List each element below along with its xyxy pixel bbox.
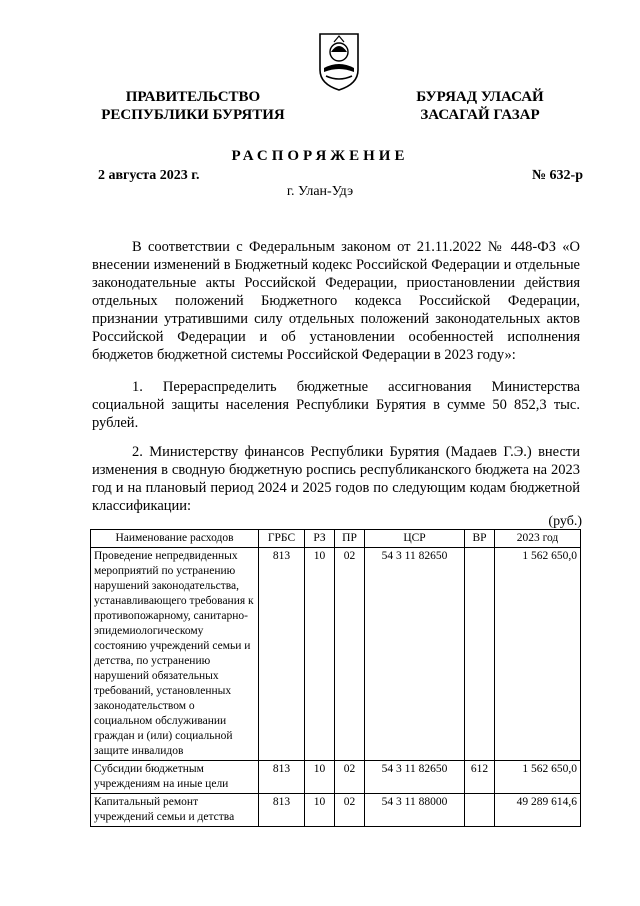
header-year: 2023 год (495, 530, 581, 548)
row-rz: 10 (305, 548, 335, 761)
government-name-ru-line1: ПРАВИТЕЛЬСТВО (125, 89, 261, 105)
row-rz: 10 (305, 794, 335, 827)
document-title: РАСПОРЯЖЕНИЕ (231, 148, 409, 164)
document-number: № 632-р (531, 168, 583, 183)
paragraph-preamble-text: В соответствии с Федеральным законом от 21.11.2022 № 448-ФЗ «О внесении изменений в Бюджетный кодекс Российской Федерации и отдельные законодательные акты Российской Федерации, приостановлении действия отдельных положений Бюджетного кодекса Российской Федерации, признании утратившими силу отдельных положений законодательных актов Российской Федерации и об установлении особенностей исполнения бюджетов бюджетной системы Российской Федерации в 2023 году»: (92, 239, 580, 363)
row-grbs: 813 (259, 794, 305, 827)
table-row (91, 794, 581, 827)
row-amount: 1 562 650,0 (495, 761, 581, 794)
header-csr: ЦСР (365, 530, 465, 548)
paragraph-item-2 (92, 443, 580, 515)
row-amount: 49 289 614,6 (495, 794, 581, 827)
row-name: Субсидии бюджетным учреждениям на иные цели (91, 761, 259, 794)
document-date: 2 августа 2023 г. (98, 168, 200, 183)
government-name-bur-line1: БУРЯАД УЛАСАЙ (416, 89, 544, 105)
table-row (91, 761, 581, 794)
paragraph-item-1 (92, 378, 580, 432)
row-rz: 10 (305, 761, 335, 794)
header-rz: РЗ (305, 530, 335, 548)
row-grbs: 813 (259, 761, 305, 794)
row-name: Капитальный ремонт учреждений семьи и детства (91, 794, 259, 827)
row-vr (465, 548, 495, 761)
row-grbs: 813 (259, 548, 305, 761)
row-csr: 54 3 11 88000 (365, 794, 465, 827)
table-unit-label: (руб.) (548, 514, 582, 529)
paragraph-item-2-text: 2. Министерству финансов Республики Бурятия (Мадаев Г.Э.) внести изменения в сводную бюджетную роспись республиканского бюджета на 2023 год и на плановый период 2024 и 2025 годов по следующим кодам бюджетной классификации: (92, 444, 580, 514)
row-pr: 02 (335, 548, 365, 761)
row-amount: 1 562 650,0 (495, 548, 581, 761)
header-name: Наименование расходов (91, 530, 259, 548)
budget-table (90, 529, 581, 827)
row-vr (465, 794, 495, 827)
government-name-ru (98, 88, 288, 124)
row-name: Проведение непредвиденных мероприятий по устранению нарушений законодательства, устанавливающего требования к противопожарному, санитарно-эпидемиологическому состоянию учреждений семьи и детства, по устранению нарушений обязательных требований, установленных законодательством о социальном обслуживании граждан и (или) социальной защите инвалидов (91, 548, 259, 761)
government-name-ru-line2: РЕСПУБЛИКИ БУРЯТИЯ (101, 107, 285, 123)
paragraph-preamble (92, 238, 580, 364)
header-grbs: ГРБС (259, 530, 305, 548)
table-header-row (91, 530, 581, 548)
paragraph-item-1-text: 1. Перераспределить бюджетные ассигнования Министерства социальной защиты населения Республики Бурятия в сумме 50 852,3 тыс. рублей. (92, 379, 580, 431)
row-csr: 54 3 11 82650 (365, 761, 465, 794)
table-row (91, 548, 581, 761)
coat-of-arms-emblem (316, 30, 362, 92)
government-name-bur (410, 88, 550, 124)
row-pr: 02 (335, 794, 365, 827)
row-csr: 54 3 11 82650 (365, 548, 465, 761)
row-pr: 02 (335, 761, 365, 794)
government-name-bur-line2: ЗАСАГАЙ ГАЗАР (420, 107, 540, 123)
document-city: г. Улан-Удэ (286, 184, 354, 199)
row-vr: 612 (465, 761, 495, 794)
header-vr: ВР (465, 530, 495, 548)
header-pr: ПР (335, 530, 365, 548)
